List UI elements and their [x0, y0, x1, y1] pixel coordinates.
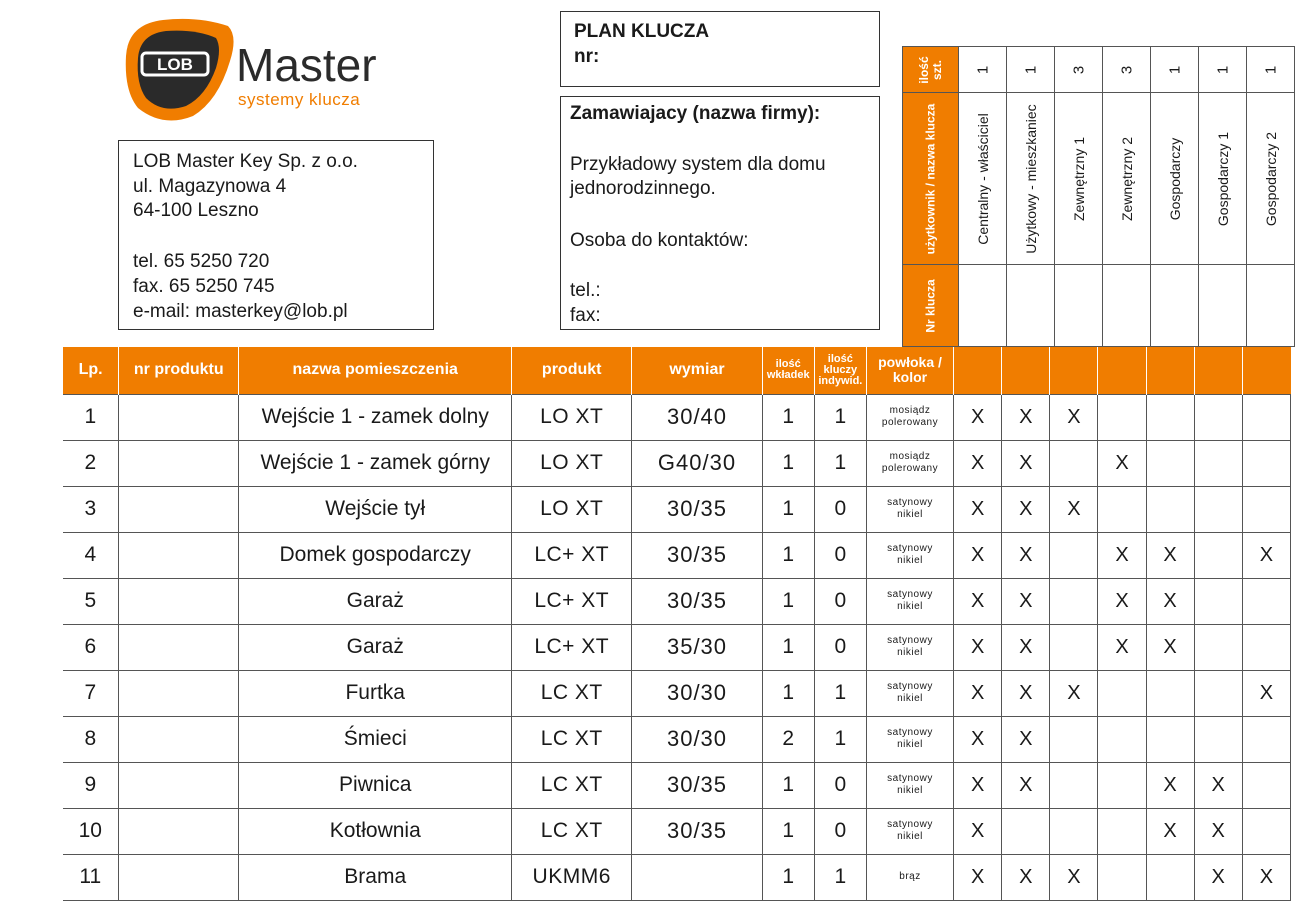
row-key-mark: X	[1194, 854, 1242, 900]
row-product: UKMM6	[512, 854, 632, 900]
table-row	[63, 532, 1291, 578]
row-nr-produktu	[119, 578, 239, 624]
row-key-mark	[1242, 716, 1290, 762]
company-street: ul. Magazynowa 4	[133, 176, 287, 197]
row-key-mark: X	[1002, 624, 1050, 670]
row-coating: satynowy nikiel	[866, 762, 953, 808]
row-product: LC+ XT	[512, 578, 632, 624]
row-key-mark	[1194, 532, 1242, 578]
row-lp: 11	[63, 854, 119, 900]
row-coating: satynowy nikiel	[866, 716, 953, 762]
row-key-mark: X	[1050, 670, 1098, 716]
key-name: Gospodarczy 2	[1247, 93, 1295, 265]
row-key-count: 0	[814, 486, 866, 532]
table-row	[63, 578, 1291, 624]
table-row	[63, 670, 1291, 716]
key-matrix	[902, 46, 1295, 347]
company-city: 64-100 Leszno	[133, 200, 259, 221]
row-product: LC+ XT	[512, 532, 632, 578]
row-key-mark	[1098, 486, 1146, 532]
row-key-mark: X	[954, 624, 1002, 670]
row-key-mark	[1002, 808, 1050, 854]
row-product: LC XT	[512, 762, 632, 808]
row-lp: 9	[63, 762, 119, 808]
qty-header: ilość szt.	[903, 47, 959, 93]
header-key-col	[1002, 347, 1050, 394]
row-insert-count: 1	[762, 670, 814, 716]
row-coating: mosiądz polerowany	[866, 394, 953, 440]
row-insert-count: 1	[762, 532, 814, 578]
row-key-count: 0	[814, 578, 866, 624]
brand-name: Master	[236, 39, 377, 91]
brand-tagline: systemy klucza	[238, 90, 361, 109]
key-nr-cell	[1151, 265, 1199, 347]
row-key-mark: X	[1098, 440, 1146, 486]
key-qty: 3	[1103, 47, 1151, 93]
header-produkt: produkt	[512, 347, 632, 394]
customer-label: Zamawiajacy (nazwa firmy):	[570, 103, 821, 124]
row-coating: satynowy nikiel	[866, 532, 953, 578]
header-key-col	[1146, 347, 1194, 394]
row-insert-count: 1	[762, 854, 814, 900]
row-key-mark: X	[1242, 532, 1290, 578]
row-room-name: Furtka	[239, 670, 512, 716]
row-key-mark	[1050, 808, 1098, 854]
key-nr-cell	[959, 265, 1007, 347]
key-name: Gospodarczy 1	[1199, 93, 1247, 265]
key-qty-row	[903, 47, 1295, 93]
company-email: e-mail: masterkey@lob.pl	[133, 301, 348, 322]
row-room-name: Śmieci	[239, 716, 512, 762]
row-key-mark: X	[1146, 762, 1194, 808]
row-key-mark: X	[1242, 854, 1290, 900]
row-key-mark: X	[1050, 394, 1098, 440]
row-key-mark: X	[1146, 624, 1194, 670]
row-key-mark: X	[1242, 670, 1290, 716]
key-qty: 1	[1007, 47, 1055, 93]
row-key-count: 1	[814, 440, 866, 486]
contact-fax: fax:	[570, 305, 601, 326]
row-insert-count: 1	[762, 440, 814, 486]
row-dimension: 30/40	[632, 394, 762, 440]
key-qty: 1	[1247, 47, 1295, 93]
row-room-name: Kotłownia	[239, 808, 512, 854]
customer-desc-2: jednorodzinnego.	[570, 178, 716, 199]
row-key-mark: X	[1194, 808, 1242, 854]
row-key-mark: X	[954, 394, 1002, 440]
key-nr-cell	[1055, 265, 1103, 347]
row-product: LO XT	[512, 440, 632, 486]
row-key-mark	[1098, 762, 1146, 808]
row-key-mark: X	[1002, 670, 1050, 716]
table-header-row	[63, 347, 1291, 394]
row-product: LO XT	[512, 394, 632, 440]
row-lp: 6	[63, 624, 119, 670]
row-insert-count: 1	[762, 624, 814, 670]
row-key-mark: X	[1146, 532, 1194, 578]
row-dimension: 30/35	[632, 578, 762, 624]
row-key-mark: X	[1002, 854, 1050, 900]
row-insert-count: 1	[762, 486, 814, 532]
row-nr-produktu	[119, 808, 239, 854]
table-row	[63, 486, 1291, 532]
row-key-mark	[1098, 670, 1146, 716]
customer-desc-1: Przykładowy system dla domu	[570, 154, 826, 175]
row-key-mark: X	[1098, 532, 1146, 578]
key-nr-cell	[1199, 265, 1247, 347]
row-key-mark: X	[954, 486, 1002, 532]
user-header: użytkownik / nazwa klucza	[903, 93, 959, 265]
row-room-name: Garaż	[239, 578, 512, 624]
row-product: LC XT	[512, 808, 632, 854]
row-dimension: G40/30	[632, 440, 762, 486]
lock-plan-table	[62, 347, 1291, 901]
row-key-mark	[1242, 808, 1290, 854]
header-key-col	[1242, 347, 1290, 394]
row-key-mark: X	[1146, 808, 1194, 854]
row-key-mark	[1146, 716, 1194, 762]
row-key-count: 1	[814, 394, 866, 440]
table-row	[63, 440, 1291, 486]
header-wymiar: wymiar	[632, 347, 762, 394]
row-key-mark: X	[954, 808, 1002, 854]
row-key-mark: X	[1002, 716, 1050, 762]
row-insert-count: 1	[762, 578, 814, 624]
row-key-mark: X	[1002, 486, 1050, 532]
row-room-name: Wejście 1 - zamek dolny	[239, 394, 512, 440]
plan-title: PLAN KLUCZA	[574, 21, 710, 42]
row-product: LC XT	[512, 716, 632, 762]
table-row	[63, 716, 1291, 762]
row-room-name: Garaż	[239, 624, 512, 670]
row-dimension: 30/30	[632, 716, 762, 762]
row-coating: mosiądz polerowany	[866, 440, 953, 486]
row-lp: 7	[63, 670, 119, 716]
row-key-mark: X	[954, 762, 1002, 808]
table-row	[63, 624, 1291, 670]
row-nr-produktu	[119, 624, 239, 670]
plan-box	[560, 11, 880, 87]
key-nr-cell	[1247, 265, 1295, 347]
key-nr-row	[903, 265, 1295, 347]
row-key-mark	[1050, 762, 1098, 808]
header-lp: Lp.	[63, 347, 119, 394]
row-key-mark: X	[1002, 394, 1050, 440]
table-row	[63, 394, 1291, 440]
company-fax: fax. 65 5250 745	[133, 276, 275, 297]
company-address-box	[118, 140, 434, 330]
key-nr-cell	[1103, 265, 1151, 347]
row-insert-count: 1	[762, 394, 814, 440]
row-key-mark	[1242, 440, 1290, 486]
key-name: Centralny - właściciel	[959, 93, 1007, 265]
row-coating: satynowy nikiel	[866, 486, 953, 532]
row-product: LC+ XT	[512, 624, 632, 670]
row-coating: brąz	[866, 854, 953, 900]
row-key-count: 1	[814, 854, 866, 900]
row-key-mark: X	[1050, 486, 1098, 532]
row-coating: satynowy nikiel	[866, 670, 953, 716]
row-key-mark	[1050, 624, 1098, 670]
row-insert-count: 2	[762, 716, 814, 762]
row-key-mark: X	[1194, 762, 1242, 808]
row-product: LO XT	[512, 486, 632, 532]
nr-header: Nr klucza	[903, 265, 959, 347]
row-key-mark	[1098, 394, 1146, 440]
header-ilosc-wkladek: ilość wkładek	[762, 347, 814, 394]
row-key-mark	[1242, 578, 1290, 624]
contact-tel: tel.:	[570, 280, 601, 301]
row-nr-produktu	[119, 440, 239, 486]
row-key-mark	[1146, 394, 1194, 440]
key-name: Użytkowy - mieszkaniec	[1007, 93, 1055, 265]
header-nazwa: nazwa pomieszczenia	[239, 347, 512, 394]
row-key-mark	[1194, 716, 1242, 762]
row-key-mark	[1146, 486, 1194, 532]
row-key-mark: X	[1098, 624, 1146, 670]
row-lp: 10	[63, 808, 119, 854]
row-nr-produktu	[119, 670, 239, 716]
header-key-col	[1050, 347, 1098, 394]
row-lp: 3	[63, 486, 119, 532]
plan-nr-label: nr:	[574, 46, 600, 67]
row-nr-produktu	[119, 762, 239, 808]
row-room-name: Piwnica	[239, 762, 512, 808]
company-tel: tel. 65 5250 720	[133, 251, 270, 272]
row-key-mark: X	[954, 578, 1002, 624]
table-row	[63, 808, 1291, 854]
row-key-mark: X	[954, 670, 1002, 716]
row-lp: 8	[63, 716, 119, 762]
row-room-name: Domek gospodarczy	[239, 532, 512, 578]
row-key-mark: X	[1098, 578, 1146, 624]
row-key-mark	[1050, 440, 1098, 486]
table-row	[63, 854, 1291, 900]
key-name: Gospodarczy	[1151, 93, 1199, 265]
row-key-count: 0	[814, 624, 866, 670]
row-insert-count: 1	[762, 808, 814, 854]
row-dimension: 30/35	[632, 532, 762, 578]
row-key-mark: X	[1050, 854, 1098, 900]
row-key-mark	[1146, 854, 1194, 900]
row-lp: 5	[63, 578, 119, 624]
customer-box	[560, 96, 880, 330]
row-key-mark	[1242, 762, 1290, 808]
row-dimension: 30/35	[632, 762, 762, 808]
header-key-col	[954, 347, 1002, 394]
key-name-row	[903, 93, 1295, 265]
header-powloka: powłoka / kolor	[866, 347, 953, 394]
row-key-mark	[1098, 854, 1146, 900]
row-key-mark	[1242, 624, 1290, 670]
row-key-mark	[1050, 532, 1098, 578]
header-key-col	[1194, 347, 1242, 394]
row-key-mark	[1194, 578, 1242, 624]
row-key-count: 0	[814, 762, 866, 808]
row-key-mark: X	[954, 854, 1002, 900]
row-insert-count: 1	[762, 762, 814, 808]
key-qty: 1	[1151, 47, 1199, 93]
row-key-mark	[1098, 716, 1146, 762]
key-qty: 1	[1199, 47, 1247, 93]
row-dimension: 30/30	[632, 670, 762, 716]
row-key-mark	[1194, 394, 1242, 440]
row-dimension: 30/35	[632, 486, 762, 532]
key-qty: 1	[959, 47, 1007, 93]
header-nr-produktu: nr produktu	[119, 347, 239, 394]
row-key-mark	[1098, 808, 1146, 854]
row-key-mark: X	[1002, 440, 1050, 486]
row-coating: satynowy nikiel	[866, 624, 953, 670]
row-room-name: Brama	[239, 854, 512, 900]
row-room-name: Wejście tył	[239, 486, 512, 532]
header-key-col	[1098, 347, 1146, 394]
row-key-mark	[1194, 486, 1242, 532]
row-key-mark	[1242, 394, 1290, 440]
row-key-mark	[1146, 670, 1194, 716]
row-lp: 2	[63, 440, 119, 486]
logo-mark-text: LOB	[157, 55, 193, 74]
row-key-mark	[1050, 578, 1098, 624]
row-key-mark	[1242, 486, 1290, 532]
table-row	[63, 762, 1291, 808]
company-name: LOB Master Key Sp. z o.o.	[133, 151, 358, 172]
row-dimension	[632, 854, 762, 900]
key-name: Zewnętrzny 1	[1055, 93, 1103, 265]
row-lp: 1	[63, 394, 119, 440]
contact-label: Osoba do kontaktów:	[570, 230, 749, 251]
row-key-mark	[1194, 440, 1242, 486]
row-nr-produktu	[119, 854, 239, 900]
row-key-mark: X	[1146, 578, 1194, 624]
row-key-count: 0	[814, 532, 866, 578]
row-key-mark: X	[954, 440, 1002, 486]
row-lp: 4	[63, 532, 119, 578]
row-key-count: 0	[814, 808, 866, 854]
row-key-mark: X	[1002, 578, 1050, 624]
row-coating: satynowy nikiel	[866, 578, 953, 624]
row-key-mark	[1050, 716, 1098, 762]
row-key-mark	[1194, 670, 1242, 716]
row-key-count: 1	[814, 670, 866, 716]
key-qty: 3	[1055, 47, 1103, 93]
row-key-mark: X	[1002, 762, 1050, 808]
row-product: LC XT	[512, 670, 632, 716]
row-dimension: 30/35	[632, 808, 762, 854]
row-key-mark	[1194, 624, 1242, 670]
row-key-mark: X	[954, 532, 1002, 578]
row-dimension: 35/30	[632, 624, 762, 670]
row-nr-produktu	[119, 394, 239, 440]
row-nr-produktu	[119, 486, 239, 532]
row-room-name: Wejście 1 - zamek górny	[239, 440, 512, 486]
key-name: Zewnętrzny 2	[1103, 93, 1151, 265]
row-coating: satynowy nikiel	[866, 808, 953, 854]
row-key-mark	[1146, 440, 1194, 486]
row-nr-produktu	[119, 532, 239, 578]
row-key-count: 1	[814, 716, 866, 762]
row-key-mark: X	[1002, 532, 1050, 578]
header-ilosc-kluczy: ilość kluczy indywid.	[814, 347, 866, 394]
row-nr-produktu	[119, 716, 239, 762]
key-nr-cell	[1007, 265, 1055, 347]
row-key-mark: X	[954, 716, 1002, 762]
